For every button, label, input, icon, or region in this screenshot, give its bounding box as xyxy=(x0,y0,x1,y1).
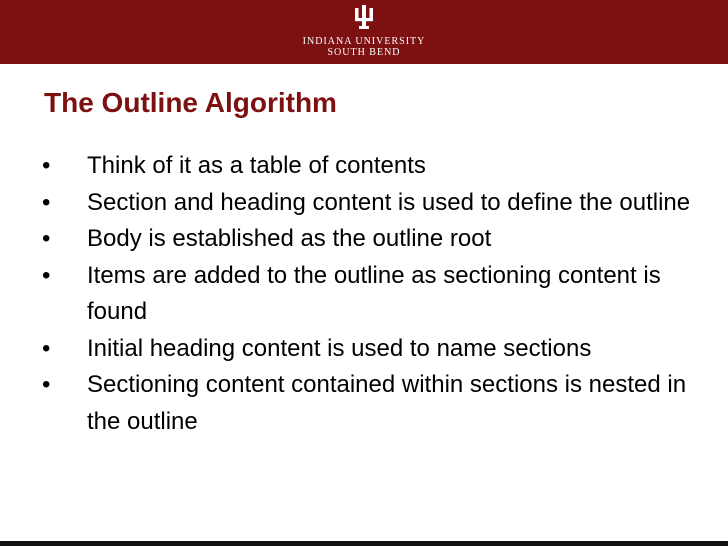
bullet-item xyxy=(40,185,700,222)
bullet-item xyxy=(40,331,700,368)
bullet-item xyxy=(40,367,700,440)
slide-title: The Outline Algorithm xyxy=(44,87,337,118)
bullet-text: Sectioning content contained within sections is nested in the outline xyxy=(87,371,687,435)
footer-band xyxy=(0,541,728,546)
bullet-item xyxy=(40,148,700,185)
bullet-item xyxy=(40,221,700,258)
bullet-text: Body is established as the outline root xyxy=(87,225,492,252)
bullet-list xyxy=(40,148,700,440)
university-logo xyxy=(286,2,442,62)
header-band xyxy=(0,0,728,64)
bullet-dot-icon: • xyxy=(42,152,51,179)
bullet-item xyxy=(40,258,700,331)
iu-trident-icon xyxy=(354,5,374,29)
logo-text-line2: SOUTH BEND xyxy=(327,47,401,58)
bullet-dot-icon: • xyxy=(42,334,51,362)
bullet-dot-icon: • xyxy=(42,371,51,398)
bullet-text: Items are added to the outline as sectioning content is found xyxy=(87,261,661,325)
bullet-text: Section and heading content is used to define the outline xyxy=(87,188,691,216)
bullet-text: Initial heading content is used to name sections xyxy=(87,334,592,362)
bullet-dot-icon: • xyxy=(42,188,51,216)
bullet-text: Think of it as a table of contents xyxy=(87,152,426,179)
logo-text-line1: INDIANA UNIVERSITY xyxy=(302,36,426,47)
bullet-dot-icon: • xyxy=(42,261,51,289)
bullet-dot-icon: • xyxy=(42,225,51,252)
